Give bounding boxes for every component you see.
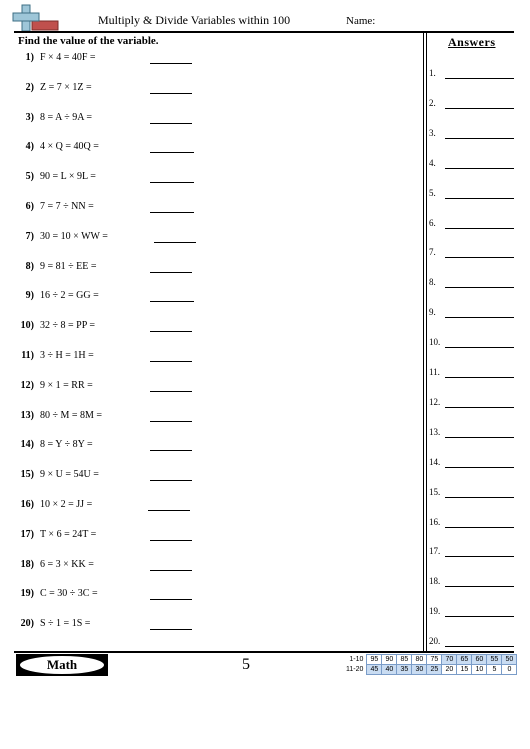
problem-equation: C = 30 ÷ 3C =	[40, 588, 98, 600]
answer-line	[429, 397, 514, 409]
answer-number: 17.	[429, 546, 441, 557]
answer-number: 12.	[429, 396, 441, 407]
problem-number: 12)	[20, 379, 34, 391]
score-row	[344, 665, 517, 675]
page-number: 5	[242, 656, 250, 673]
score-cell: 45	[367, 665, 382, 675]
score-cell: 90	[382, 655, 397, 665]
answer-number: 16.	[429, 516, 441, 527]
problem-number: 19)	[20, 588, 34, 600]
answer-blank[interactable]	[150, 182, 194, 183]
answer-number: 18.	[429, 576, 441, 587]
answer-field[interactable]	[445, 616, 514, 617]
problem-equation: 7 = 7 ÷ NN =	[40, 201, 94, 212]
answer-line	[429, 218, 514, 230]
problem-equation: 6 = 3 × KK =	[40, 558, 94, 570]
answer-line	[429, 307, 514, 319]
problem-equation: 30 = 10 × WW =	[40, 230, 108, 242]
answer-blank[interactable]	[150, 152, 194, 153]
answer-blank[interactable]	[150, 301, 194, 302]
answer-blank[interactable]	[150, 123, 192, 124]
answer-field[interactable]	[445, 437, 514, 438]
problem-equation: Z = 7 × 1Z =	[40, 81, 92, 93]
answer-blank[interactable]	[150, 391, 192, 392]
answer-line	[429, 337, 514, 349]
answer-number: 7.	[429, 247, 436, 258]
score-cell: 50	[502, 655, 517, 665]
answer-blank[interactable]	[150, 93, 192, 94]
score-cell: 0	[502, 665, 517, 675]
problem-number: 15)	[20, 469, 34, 481]
answer-blank[interactable]	[150, 540, 192, 541]
answers-heading: Answers	[448, 35, 496, 49]
problem-number: 2)	[25, 81, 34, 93]
score-cell: 95	[367, 655, 382, 665]
answer-field[interactable]	[445, 138, 514, 139]
problem-number: 16)	[20, 499, 34, 510]
problem-equation: 32 ÷ 8 = PP =	[40, 320, 96, 332]
answer-number: 5.	[429, 187, 436, 198]
problem-equation: 16 ÷ 2 = GG =	[40, 290, 99, 302]
problem-equation: 9 × 1 = RR =	[40, 379, 93, 391]
answer-field[interactable]	[445, 78, 514, 79]
answer-field[interactable]	[445, 407, 514, 408]
problem-number: 14)	[20, 439, 34, 451]
answer-field[interactable]	[445, 317, 514, 318]
answer-blank[interactable]	[150, 63, 192, 64]
problem-equation: T × 6 = 24T =	[40, 528, 97, 540]
score-cell: 85	[397, 655, 412, 665]
answer-number: 20.	[429, 636, 441, 647]
answer-blank[interactable]	[150, 599, 192, 600]
answer-line	[429, 367, 514, 379]
answer-field[interactable]	[445, 467, 514, 468]
answer-field[interactable]	[445, 377, 514, 378]
score-cell: 65	[457, 655, 472, 665]
answer-field[interactable]	[445, 257, 514, 258]
plus-minus-logo-icon	[12, 4, 62, 32]
score-row-label: 11-20	[346, 666, 364, 673]
answer-line	[429, 128, 514, 140]
problem-equation: 3 ÷ H = 1H =	[40, 350, 94, 361]
answer-line	[429, 487, 514, 499]
answer-number: 3.	[429, 127, 436, 138]
answer-number: 14.	[429, 456, 441, 467]
answer-number: 4.	[429, 157, 436, 168]
answer-line	[429, 517, 514, 529]
answer-field[interactable]	[445, 646, 514, 647]
problem-equation: 90 = L × 9L =	[40, 171, 96, 183]
answer-line	[429, 457, 514, 469]
score-cell: 55	[487, 655, 502, 665]
answer-field[interactable]	[445, 556, 514, 557]
answer-field[interactable]	[445, 108, 514, 109]
answer-number: 6.	[429, 217, 436, 228]
problem-equation: S ÷ 1 = 1S =	[40, 618, 91, 630]
problem-number: 10)	[20, 320, 34, 332]
answer-line	[429, 98, 514, 110]
subject-label: Math	[20, 656, 104, 674]
score-cell: 75	[427, 655, 442, 665]
instructions: Find the value of the variable.	[18, 35, 159, 47]
problem-number: 11)	[21, 350, 34, 361]
score-cell: 15	[457, 665, 472, 675]
answer-line	[429, 606, 514, 618]
problem-number: 20)	[20, 618, 34, 630]
answer-blank[interactable]	[150, 331, 192, 332]
answer-blank[interactable]	[150, 450, 192, 451]
answer-number: 11.	[429, 367, 440, 377]
score-table	[344, 654, 517, 675]
problem-equation: 9 × U = 54U =	[40, 469, 99, 481]
problem-equation: 8 = A ÷ 9A =	[40, 111, 93, 123]
answer-line	[429, 576, 514, 588]
score-cell: 80	[412, 655, 427, 665]
problem-equation: 80 ÷ M = 8M =	[40, 409, 103, 421]
problem-equation: 4 × Q = 40Q =	[40, 141, 99, 153]
answer-number: 8.	[429, 277, 436, 288]
answer-blank[interactable]	[150, 480, 192, 481]
answer-line	[429, 546, 514, 558]
answer-number: 19.	[429, 606, 441, 617]
answer-blank[interactable]	[154, 242, 196, 243]
problem-number: 6)	[25, 201, 34, 212]
problem-number: 5)	[25, 171, 34, 183]
answer-blank[interactable]	[150, 272, 192, 273]
answer-number: 10.	[429, 337, 441, 348]
problem-equation: 8 = Y ÷ 8Y =	[40, 439, 93, 451]
score-cell: 60	[472, 655, 487, 665]
answer-blank[interactable]	[150, 212, 194, 213]
answer-line	[429, 427, 514, 439]
problem-equation: F × 4 = 40F =	[40, 52, 96, 63]
problem-number: 4)	[25, 141, 34, 153]
score-cell: 5	[487, 665, 502, 675]
answer-field[interactable]	[445, 287, 514, 288]
problem-number: 18)	[20, 558, 34, 570]
problem-number: 1)	[25, 52, 34, 63]
problem-number: 3)	[25, 111, 34, 123]
answer-field[interactable]	[445, 586, 514, 587]
answer-blank[interactable]	[150, 629, 192, 630]
answer-blank[interactable]	[150, 361, 192, 362]
problem-number: 7)	[25, 230, 34, 242]
score-row	[344, 655, 517, 665]
score-cell: 70	[442, 655, 457, 665]
column-divider	[423, 31, 427, 653]
footer-rule	[14, 651, 514, 653]
answer-field[interactable]	[445, 527, 514, 528]
answer-line	[429, 247, 514, 259]
score-cell: 35	[397, 665, 412, 675]
answer-field[interactable]	[445, 198, 514, 199]
answer-number: 15.	[429, 486, 441, 497]
answer-number: 2.	[429, 97, 436, 108]
answer-blank[interactable]	[150, 570, 192, 571]
answer-line	[429, 68, 514, 80]
score-cell: 10	[472, 665, 487, 675]
answer-number: 9.	[429, 307, 436, 318]
score-cell: 40	[382, 665, 397, 675]
score-cell: 30	[412, 665, 427, 675]
name-label: Name:	[346, 15, 376, 27]
problem-equation: 10 × 2 = JJ =	[40, 499, 93, 510]
answer-field[interactable]	[445, 228, 514, 229]
answer-number: 1.	[429, 68, 436, 78]
answer-blank[interactable]	[148, 510, 190, 511]
answer-line	[429, 188, 514, 200]
answer-number: 13.	[429, 426, 441, 437]
answer-blank[interactable]	[150, 421, 192, 422]
problem-equation: 9 = 81 ÷ EE =	[40, 260, 97, 272]
page-title: Multiply & Divide Variables within 100	[98, 13, 291, 27]
problem-number: 9)	[25, 290, 34, 302]
answer-field[interactable]	[445, 497, 514, 498]
score-cell: 20	[442, 665, 457, 675]
header-rule	[14, 31, 514, 33]
answer-line	[429, 277, 514, 289]
problem-number: 8)	[25, 260, 34, 272]
score-row-label: 1-10	[349, 656, 364, 663]
answer-line	[429, 636, 514, 648]
answer-field[interactable]	[445, 347, 514, 348]
score-cell: 25	[427, 665, 442, 675]
problem-number: 17)	[20, 528, 34, 540]
answer-line	[429, 158, 514, 170]
problem-number: 13)	[20, 409, 34, 421]
answer-field[interactable]	[445, 168, 514, 169]
